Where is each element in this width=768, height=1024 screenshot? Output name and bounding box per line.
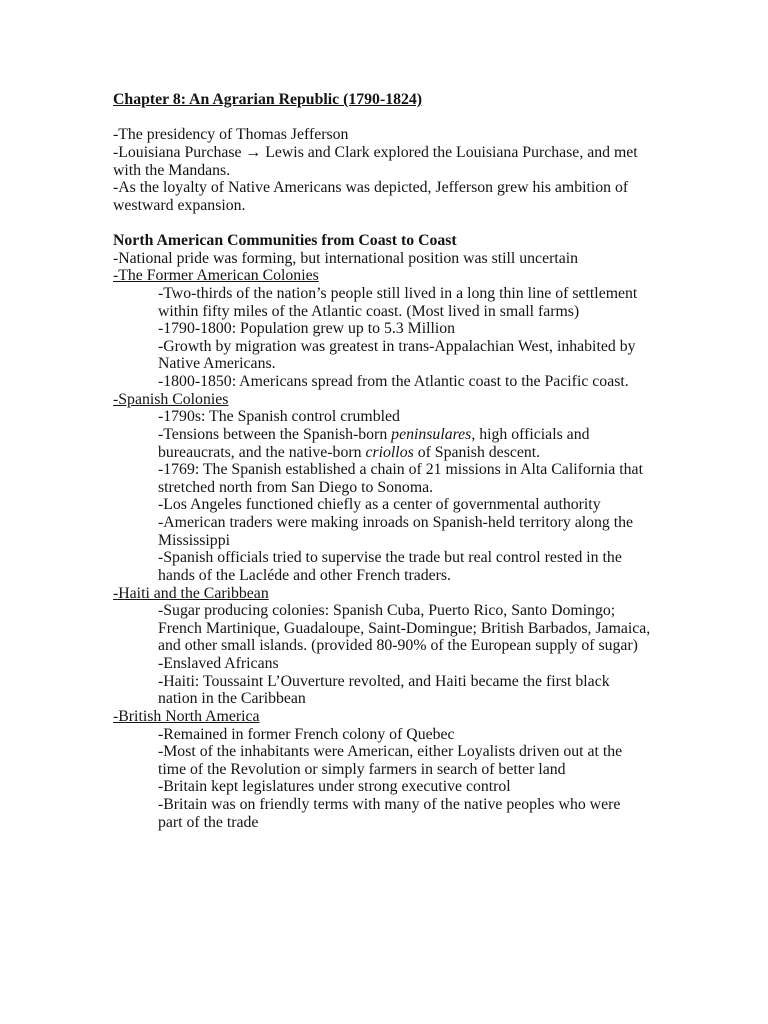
text-line: hands of the Lacléde and other French traders. <box>158 566 451 584</box>
bullet-item <box>113 655 733 673</box>
text-line: within fifty miles of the Atlantic coast. (Most lived in small farms) <box>158 302 580 320</box>
bullet-item <box>113 179 733 214</box>
bullet-item <box>113 602 733 655</box>
text-segment: -Louisiana Purchase <box>113 143 246 161</box>
text-line: -The presidency of Thomas Jefferson <box>113 126 349 144</box>
bullet-item <box>113 726 733 744</box>
bullet-item <box>113 126 733 144</box>
text-line: -Remained in former French colony of Quebec <box>158 725 455 743</box>
text-line: -American traders were making inroads on Spanish-held territory along the <box>158 514 634 531</box>
text-line: -Two-thirds of the nation’s people still lived in a long thin line of settlement <box>158 284 638 302</box>
subsection-haiti-caribbean <box>113 585 733 708</box>
text-line: time of the Revolution or simply farmers in search of better land <box>158 760 566 778</box>
text-line: -Growth by migration was greatest in trans-Appalachian West, inhabited by <box>158 337 636 355</box>
italic-term: criollos <box>365 443 414 461</box>
text-line: -Britain was on friendly terms with many of the native peoples who were <box>158 796 621 813</box>
subsection-heading: -Spanish Colonies <box>113 390 229 408</box>
bullet-item <box>113 426 733 461</box>
subsection-heading: -Haiti and the Caribbean <box>113 584 269 602</box>
text-line: -Most of the inhabitants were American, either Loyalists driven out at the <box>158 743 623 761</box>
subsection-former-colonies <box>113 267 733 390</box>
bullet-item <box>113 549 733 584</box>
text-segment: -Tensions between the Spanish-born <box>158 425 392 443</box>
document-title: Chapter 8: An Agrarian Republic (1790-1824) <box>113 91 423 108</box>
text-line <box>113 426 733 444</box>
text-segment: of Spanish descent. <box>413 443 541 461</box>
text-line: nation in the Caribbean <box>158 690 306 708</box>
text-line <box>113 144 733 162</box>
subsection-heading: -British North America <box>113 707 260 725</box>
subsection-spanish-colonies <box>113 391 733 585</box>
document-page <box>113 91 733 831</box>
text-segment: bureaucrats, and the native-born <box>158 443 366 461</box>
text-line: -Spanish officials tried to supervise the trade but real control rested in the <box>158 549 622 567</box>
text-line: part of the trade <box>158 813 259 831</box>
italic-term: peninsulares <box>391 425 472 443</box>
bullet-item <box>113 496 733 514</box>
text-line: -Haiti: Toussaint L’Ouverture revolted, and Haiti became the first black <box>158 672 610 690</box>
section-coast-to-coast <box>113 232 733 831</box>
text-line <box>113 444 733 462</box>
text-line: -Enslaved Africans <box>158 655 279 672</box>
text-line: with the Mandans. <box>113 161 231 179</box>
bullet-item <box>113 514 733 549</box>
text-line: -1790-1800: Population grew up to 5.3 Million <box>158 320 456 338</box>
bullet-item <box>113 461 733 496</box>
text-line: Native Americans. <box>158 355 276 373</box>
bullet-item <box>113 778 733 796</box>
text-line: westward expansion. <box>113 196 246 214</box>
text-line: -As the loyalty of Native Americans was depicted, Jefferson grew his ambition of <box>113 179 629 197</box>
text-line: -1790s: The Spanish control crumbled <box>158 408 400 426</box>
text-line: -Sugar producing colonies: Spanish Cuba, Puerto Rico, Santo Domingo; <box>158 602 616 620</box>
text-line: -Britain kept legislatures under strong executive control <box>158 778 511 796</box>
text-line: -1769: The Spanish established a chain of 21 missions in Alta California that <box>158 461 643 479</box>
intro-list <box>113 126 733 214</box>
bullet-item <box>113 796 733 831</box>
text-segment: Lewis and Clark explored the Louisiana Purchase, and met <box>261 143 638 161</box>
bullet-item <box>113 408 733 426</box>
bullet-item <box>113 743 733 778</box>
arrow-right-icon: → <box>245 143 262 161</box>
bullet-item <box>113 338 733 373</box>
text-line: French Martinique, Guadaloupe, Saint-Domingue; British Barbados, Jamaica, <box>158 619 651 637</box>
bullet-item <box>113 285 733 320</box>
subsection-heading: -The Former American Colonies <box>113 267 319 285</box>
bullet-item <box>113 144 733 179</box>
text-line: -Los Angeles functioned chiefly as a center of governmental authority <box>158 496 601 514</box>
text-segment: , high officials and <box>471 425 590 443</box>
bullet-item <box>113 373 733 391</box>
subsection-british-north-america <box>113 708 733 831</box>
text-line: Mississippi <box>158 531 230 549</box>
bullet-item <box>113 320 733 338</box>
text-line: and other small islands. (provided 80-90% of the European supply of sugar) <box>158 637 638 655</box>
text-line: stretched north from San Diego to Sonoma. <box>158 478 434 496</box>
section-heading: North American Communities from Coast to Coast <box>113 232 457 249</box>
section-lead: -National pride was forming, but international position was still uncertain <box>113 249 579 267</box>
text-line: -1800-1850: Americans spread from the Atlantic coast to the Pacific coast. <box>158 373 629 390</box>
bullet-item <box>113 673 733 708</box>
